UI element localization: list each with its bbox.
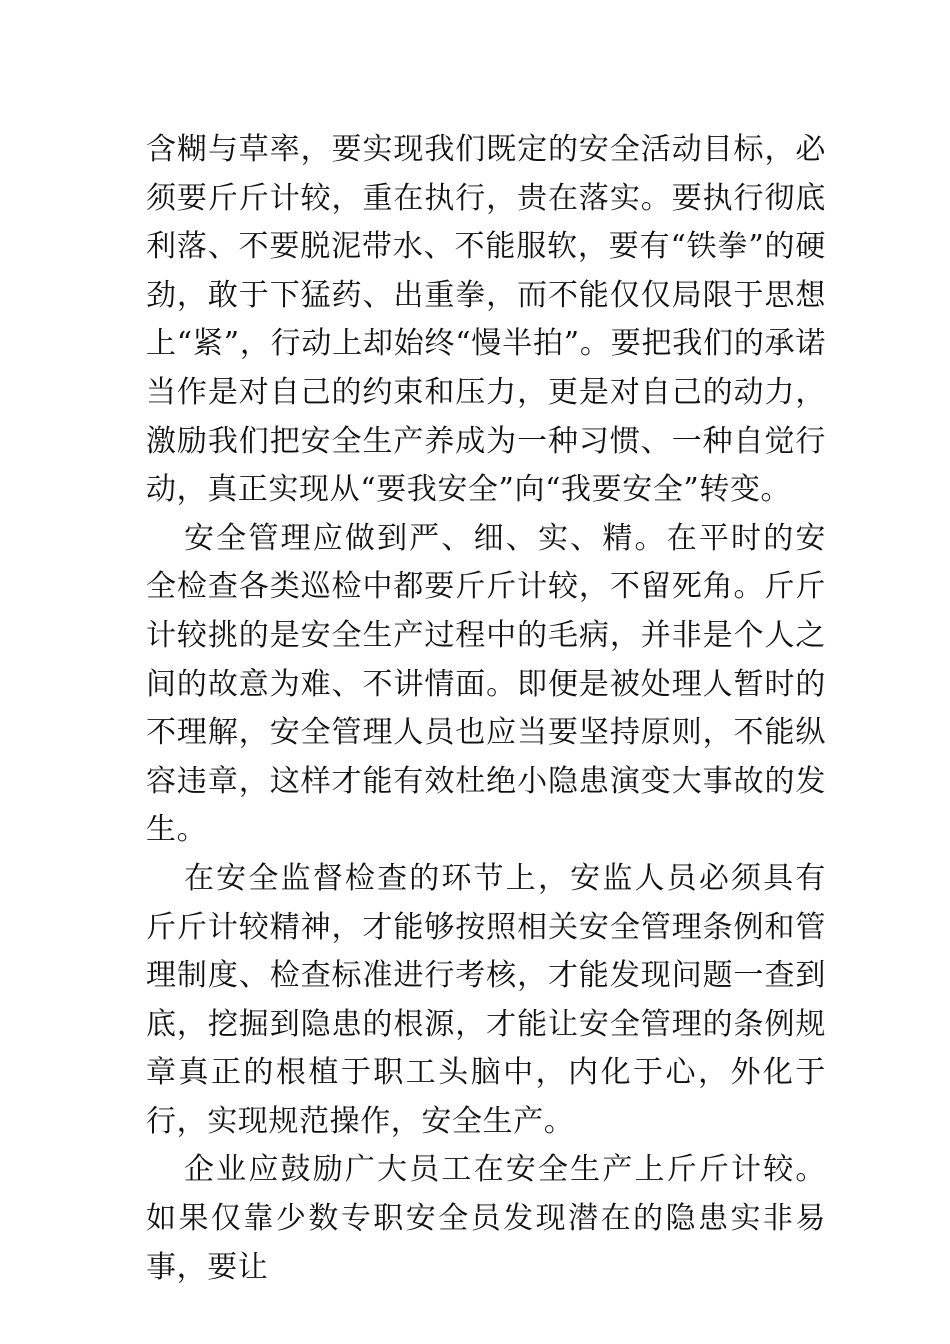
paragraph-safety-supervision: 在安全监督检查的环节上，安监人员必须具有斤斤计较精神，才能够按照相关安全管理条例和管理制度、检查标准进行考核，才能发现问题一查到底，挖掘到隐患的根源，才能让安全管理的条例规章真正的根植于职工头脑中，内化于心，外化于行，实现规范操作，安全生产。	[146, 860, 826, 1139]
paragraph-employee-encouragement: 企业应鼓励广大员工在安全生产上斤斤计较。如果仅靠少数专职安全员发现潜在的隐患实非易事，要让	[146, 1152, 826, 1285]
paragraph-continuation: 含糊与草率，要实现我们既定的安全活动目标，必须要斤斤计较，重在执行，贵在落实。要执行彻底利落、不要脱泥带水、不能服软，要有“铁拳”的硬劲，敢于下猛药、出重拳，而不能仅仅局限于思想上“紧”，行动上却始终“慢半拍”。要把我们的承诺当作是对自己的约束和压力，更是对自己的动力，激励我们把安全生产养成为一种习惯、一种自觉行动，真正实现从“要我安全”向“我要安全”转变。	[146, 132, 826, 508]
document-body	[146, 126, 826, 1292]
paragraph-safety-management: 安全管理应做到严、细、实、精。在平时的安全检查各类巡检中都要斤斤计较，不留死角。斤斤计较挑的是安全生产过程中的毛病，并非是个人之间的故意为难、不讲情面。即便是被处理人暂时的不理解，安全管理人员也应当要坚持原则，不能纵容违章，这样才能有效杜绝小隐患演变大事故的发生。	[146, 520, 826, 848]
